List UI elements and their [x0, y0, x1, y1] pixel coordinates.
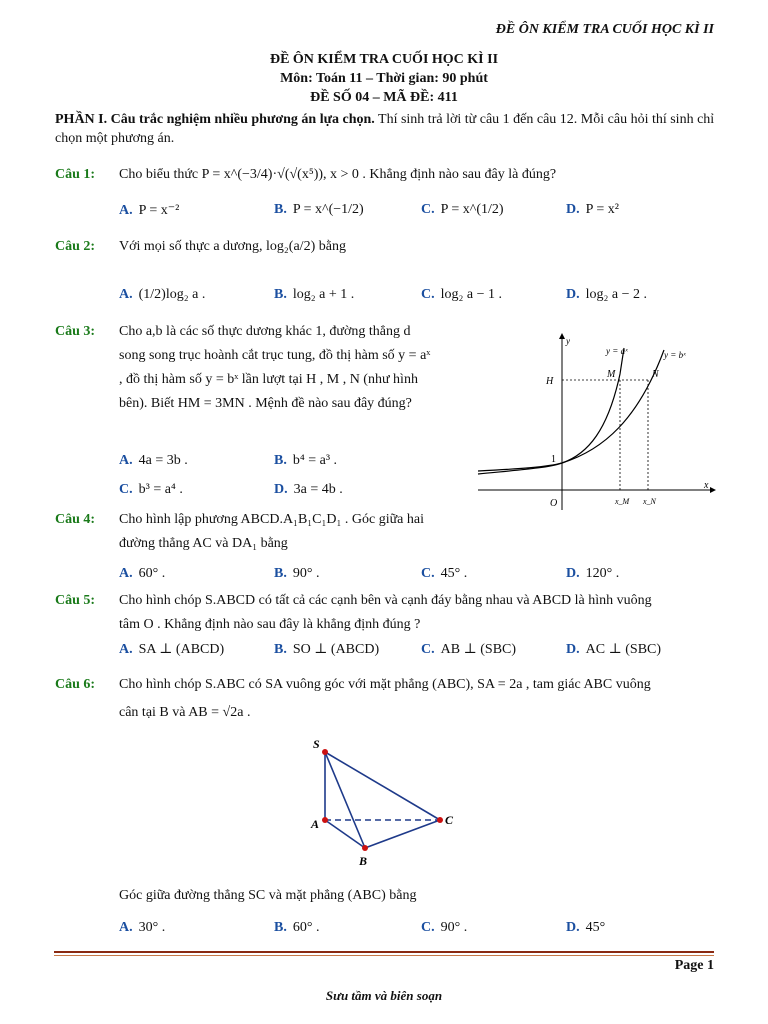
- question-label: Câu 6:: [55, 677, 96, 692]
- footer-source: Sưu tầm và biên soạn: [325, 988, 443, 1003]
- option-a[interactable]: A. SA ⊥ (ABCD): [119, 642, 225, 657]
- label-xn: x_N: [643, 497, 656, 506]
- option-d[interactable]: D. P = x²: [566, 202, 619, 217]
- option-b[interactable]: B. 60° .: [274, 920, 320, 935]
- label-one: 1: [551, 454, 556, 465]
- question-text: Cho hình lập phương ABCD.A₁B₁C₁D₁ . Góc giữa hai đường thẳng AC và DA₁ bằng: [119, 512, 424, 551]
- option-d[interactable]: D. 45°: [566, 920, 606, 935]
- option-a[interactable]: A. (1/2)log₂ a .: [119, 287, 206, 302]
- part-text: Thí sinh trả lời từ câu 1 đến câu 12. Mỗi câu hỏi thí sinh chỉ chọn một phương án.: [55, 112, 715, 146]
- edge-bc: [365, 820, 440, 848]
- option-b[interactable]: B. b⁴ = a³ .: [274, 453, 338, 468]
- question-label: Câu 5:: [55, 593, 96, 608]
- label-c: C: [445, 813, 454, 827]
- option-a[interactable]: A. P = x⁻²: [119, 203, 180, 218]
- option-c[interactable]: C. log₂ a − 1 .: [421, 287, 503, 302]
- option-a[interactable]: A. 60° .: [119, 566, 166, 581]
- point-s: [322, 749, 328, 755]
- edge-sc: [325, 752, 440, 820]
- option-d[interactable]: D. AC ⊥ (SBC): [566, 642, 662, 657]
- label-m: M: [607, 369, 616, 380]
- question-text: Cho hình chóp S.ABCD có tất cả các cạnh bên và cạnh đáy bằng nhau và ABCD là hình vuông tâm O . Khẳng định nào sau đây là khẳng định đúng ?: [119, 593, 652, 632]
- question-text: Cho hình chóp S.ABC có SA vuông góc với mặt phẳng (ABC), SA = 2a , tam giác ABC vuông cân tại B và AB = √2a .: [119, 677, 651, 720]
- option-b[interactable]: B. P = x^(−1/2): [274, 202, 364, 217]
- option-a[interactable]: A. 4a = 3b .: [119, 453, 188, 468]
- option-d[interactable]: D. 3a = 4b .: [274, 482, 343, 497]
- part-instruction: [55, 110, 715, 148]
- label-h: H: [546, 376, 554, 387]
- point-a: [322, 817, 328, 823]
- label-origin: O: [550, 498, 558, 509]
- curve-b: [478, 350, 664, 471]
- option-d[interactable]: D. 120° .: [566, 566, 620, 581]
- question-label: Câu 1:: [55, 167, 96, 182]
- exam-subject: Môn: Toán 11 – Thời gian: 90 phút: [280, 71, 488, 86]
- option-c[interactable]: C. 90° .: [421, 920, 468, 935]
- y-axis-arrow: [559, 333, 565, 339]
- point-b: [362, 845, 368, 851]
- point-c: [437, 817, 443, 823]
- label-b: B: [359, 854, 368, 868]
- footer-divider-thin: [54, 955, 714, 956]
- label-xm: x_M: [615, 497, 630, 506]
- question-text: Cho biểu thức P = x^(−3/4)·√(√(x⁵)), x > 0 . Khẳng định nào sau đây là đúng?: [119, 167, 557, 182]
- label-a: A: [311, 817, 320, 831]
- question-followup: Góc giữa đường thẳng SC và mặt phẳng (ABC) bằng: [119, 888, 417, 903]
- y-axis-label: y: [566, 336, 570, 346]
- option-d[interactable]: D. log₂ a − 2 .: [566, 287, 648, 302]
- option-b[interactable]: B. SO ⊥ (ABCD): [274, 642, 380, 657]
- label-n: N: [652, 369, 659, 380]
- x-axis-arrow: [710, 487, 716, 493]
- option-b[interactable]: B. 90° .: [274, 566, 320, 581]
- exponential-graph: [478, 330, 718, 515]
- question-label: Câu 2:: [55, 239, 96, 254]
- option-b[interactable]: B. log₂ a + 1 .: [274, 287, 355, 302]
- question-text: Với mọi số thực a dương, log₂(a/2) bằng: [119, 239, 346, 254]
- option-c[interactable]: C. 45° .: [421, 566, 468, 581]
- exam-title: ĐỀ ÔN KIỂM TRA CUỐI HỌC KÌ II: [269, 52, 499, 67]
- label-ya: y = aˣ: [606, 346, 628, 356]
- question-label: Câu 4:: [55, 512, 96, 527]
- question-text: Cho a,b là các số thực dương khác 1, đường thẳng d song song trục hoành cắt trục tung, đồ thị hàm số y = aˣ , đồ thị hàm số y = bˣ lần lượt tại H , M , N (như hình bên). Biết HM = 3MN . Mệnh đề nào sau đây đúng?: [119, 324, 431, 411]
- option-c[interactable]: C. b³ = a⁴ .: [119, 482, 183, 497]
- part-heading: PHẦN I. Câu trắc nghiệm nhiều phương án lựa chọn.: [55, 112, 375, 127]
- exam-code: ĐỀ SỐ 04 – MÃ ĐỀ: 411: [310, 90, 458, 105]
- option-a[interactable]: A. 30° .: [119, 920, 166, 935]
- running-header: ĐỀ ÔN KIỂM TRA CUỐI HỌC KÌ II: [495, 22, 714, 37]
- question-label: Câu 3:: [55, 324, 96, 339]
- footer-divider: [54, 951, 714, 953]
- x-axis-label: x: [704, 480, 709, 491]
- label-yb: y = bˣ: [664, 350, 686, 360]
- pyramid-figure: [305, 735, 465, 870]
- option-c[interactable]: C. AB ⊥ (SBC): [421, 642, 517, 657]
- option-c[interactable]: C. P = x^(1/2): [421, 202, 504, 217]
- label-s: S: [313, 737, 320, 751]
- page-number: Page 1: [674, 958, 714, 973]
